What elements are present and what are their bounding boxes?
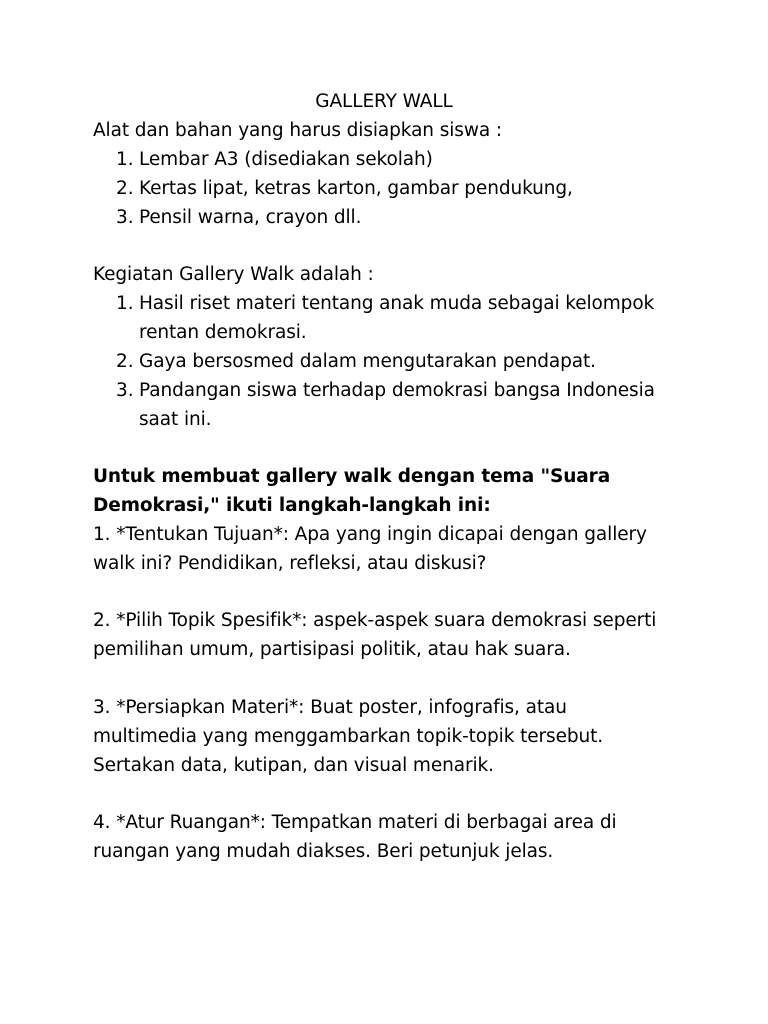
activity-item-number: 1. bbox=[116, 293, 134, 314]
step-text: 4. *Atur Ruangan*: Tempatkan materi di berbagai area di bbox=[93, 812, 617, 833]
equipment-item-number: 3. bbox=[116, 207, 134, 228]
step-text: pemilihan umum, partisipasi politik, atau hak suara. bbox=[93, 639, 571, 660]
step-text: 2. *Pilih Topik Spesifik*: aspek-aspek suara demokrasi seperti bbox=[93, 610, 657, 631]
equipment-item-number: 2. bbox=[116, 178, 134, 199]
steps-heading: Untuk membuat gallery walk dengan tema "Suara bbox=[93, 466, 611, 487]
activity-item-text: Pandangan siswa terhadap demokrasi bangsa Indonesia bbox=[139, 380, 655, 401]
equipment-item-text: Kertas lipat, ketras karton, gambar pendukung, bbox=[139, 178, 573, 199]
equipment-heading: Alat dan bahan yang harus disiapkan siswa : bbox=[93, 120, 503, 141]
equipment-item-text: Lembar A3 (disediakan sekolah) bbox=[139, 149, 433, 170]
equipment-item-text: Pensil warna, crayon dll. bbox=[139, 207, 362, 228]
step-text: Sertakan data, kutipan, dan visual menarik. bbox=[93, 755, 494, 776]
activity-item-text: Hasil riset materi tentang anak muda sebagai kelompok bbox=[139, 293, 655, 314]
step-text: 1. *Tentukan Tujuan*: Apa yang ingin dicapai dengan gallery bbox=[93, 524, 647, 545]
activity-item-number: 2. bbox=[116, 351, 134, 372]
equipment-item-number: 1. bbox=[116, 149, 134, 170]
steps-heading: Demokrasi," ikuti langkah-langkah ini: bbox=[93, 495, 491, 516]
step-text: ruangan yang mudah diakses. Beri petunjuk jelas. bbox=[93, 841, 554, 862]
step-text: walk ini? Pendidikan, refleksi, atau diskusi? bbox=[93, 553, 487, 574]
activities-heading: Kegiatan Gallery Walk adalah : bbox=[93, 264, 374, 285]
activity-item-text: Gaya bersosmed dalam mengutarakan pendapat. bbox=[139, 351, 596, 372]
step-text: 3. *Persiapkan Materi*: Buat poster, infografis, atau bbox=[93, 697, 567, 718]
activity-item-text: rentan demokrasi. bbox=[139, 322, 307, 343]
activity-item-text: saat ini. bbox=[139, 409, 212, 430]
step-text: multimedia yang menggambarkan topik-topik tersebut. bbox=[93, 726, 604, 747]
activity-item-number: 3. bbox=[116, 380, 134, 401]
document-title: GALLERY WALL bbox=[315, 91, 453, 112]
